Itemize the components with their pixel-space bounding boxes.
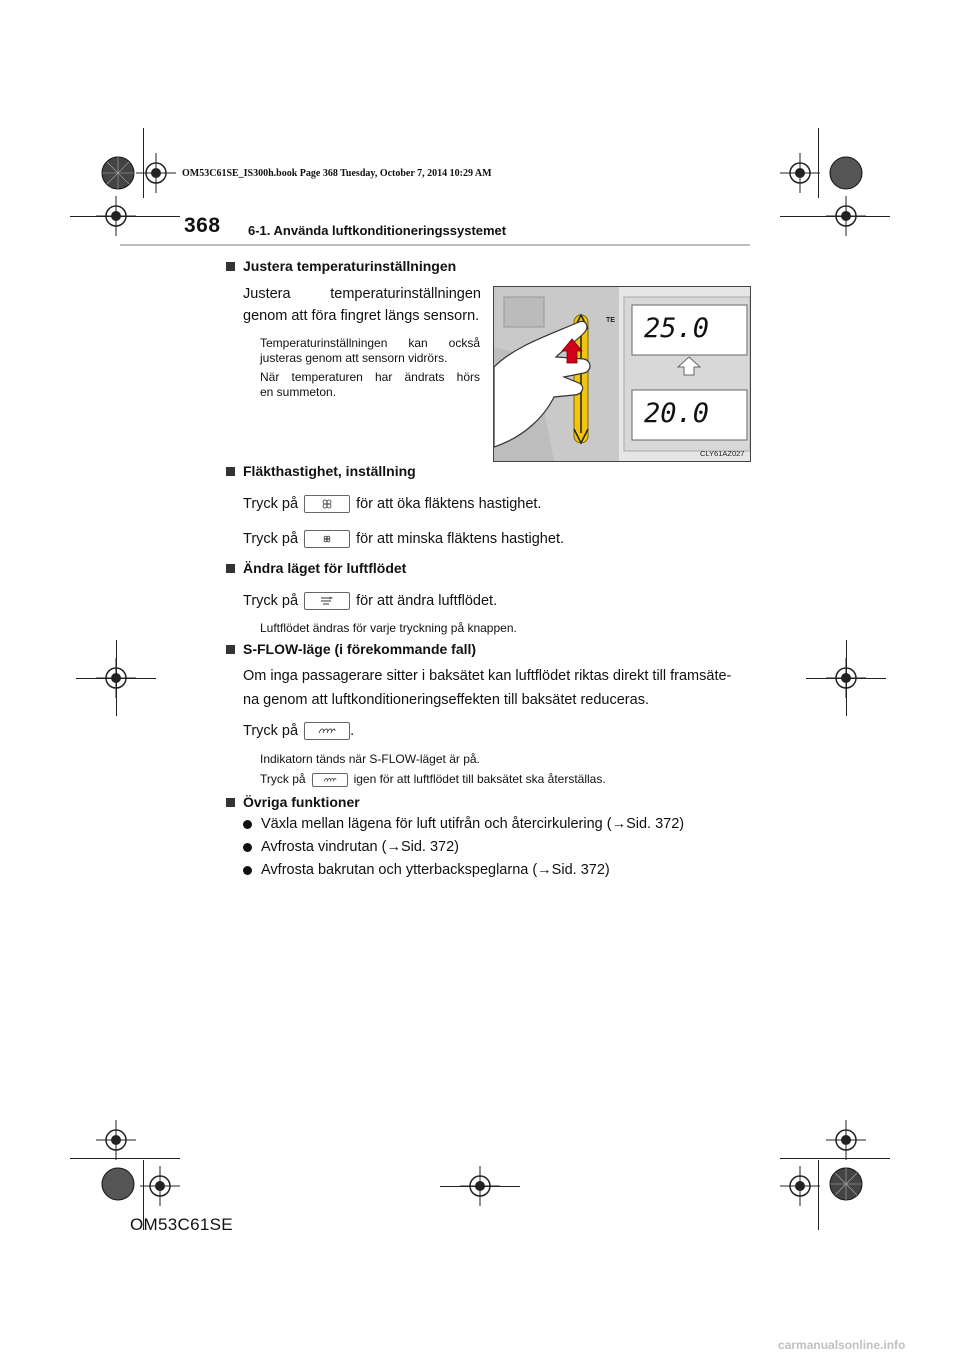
section-square-icon — [226, 564, 235, 573]
section-square-icon — [226, 262, 235, 271]
airflow-heading: Ändra läget för luftflödet — [226, 560, 406, 576]
crop-line — [76, 678, 156, 679]
manual-code: OM53C61SE — [130, 1215, 233, 1234]
airflow-mode-icon — [319, 596, 335, 606]
figure-code: CLY61AZ027 — [700, 449, 745, 458]
crosshair-icon — [96, 1120, 136, 1160]
section-title: 6-1. Använda luftkonditioneringssystemet — [248, 223, 507, 238]
temperature-body: Justera temperaturinställningen genom att föra fingret längs sensorn. — [243, 286, 481, 324]
registration-mark-icon — [100, 1166, 136, 1202]
registration-mark-icon — [828, 155, 864, 191]
airflow-mode-button-image — [304, 592, 350, 610]
fan-high-icon — [321, 499, 333, 509]
bullet-icon — [243, 866, 252, 875]
fan-increase-line: Tryck på för att öka fläktens hastighet. — [243, 496, 542, 512]
temperature-sensor-illustration — [493, 286, 751, 462]
temperature-note-1: Temperaturinställningen kan också justeras genom att sensorn vidrörs. — [260, 336, 480, 365]
panel-label: TE — [606, 317, 615, 324]
fan-low-button-image — [304, 530, 350, 548]
registration-mark-icon — [100, 155, 136, 191]
display-top-value: 25.0 — [644, 313, 710, 344]
s-flow-icon — [318, 727, 336, 735]
header-divider — [120, 244, 750, 246]
section-square-icon — [226, 467, 235, 476]
s-flow-button-image-small — [312, 773, 348, 787]
page-number: 368 — [184, 214, 221, 237]
airflow-note: Luftflödet ändras för varje tryckning på knappen. — [260, 621, 517, 635]
crosshair-icon — [136, 153, 176, 193]
crosshair-icon — [780, 1166, 820, 1206]
section-square-icon — [226, 645, 235, 654]
sflow-note-1: Indikatorn tänds när S-FLOW-läget är på. — [260, 752, 480, 766]
s-flow-icon — [323, 777, 337, 783]
bullet-icon — [243, 843, 252, 852]
fan-heading: Fläkthastighet, inställning — [226, 463, 416, 479]
s-flow-button-image — [304, 722, 350, 740]
airflow-change-line: Tryck på för att ändra luftflödet. — [243, 593, 498, 609]
sflow-body: Om inga passagerare sitter i baksätet kan luftflödet riktas direkt till framsäte- na genom att luftkonditioneringseffekten till baksätet reduceras. — [243, 668, 732, 708]
display-bottom-value: 20.0 — [644, 398, 710, 429]
list-item: Växla mellan lägena för luft utifrån och återcirkulering (→Sid. 372) — [243, 816, 684, 832]
book-info-line: OM53C61SE_IS300h.book Page 368 Tuesday, October 7, 2014 10:29 AM — [182, 168, 492, 179]
crosshair-icon — [140, 1166, 180, 1206]
list-item: Avfrosta bakrutan och ytterbackspeglarna (→Sid. 372) — [243, 862, 610, 878]
temperature-heading: Justera temperaturinställningen — [226, 258, 456, 274]
section-square-icon — [226, 798, 235, 807]
other-heading: Övriga funktioner — [226, 794, 360, 810]
fan-decrease-line: Tryck på för att minska fläktens hastighet. — [243, 531, 564, 547]
sflow-heading: S-FLOW-läge (i förekommande fall) — [226, 641, 476, 657]
crosshair-icon — [96, 196, 136, 236]
temperature-note-2: När temperaturen har ändrats hörs en summeton. — [260, 370, 480, 399]
bullet-icon — [243, 820, 252, 829]
crop-line — [440, 1186, 520, 1187]
registration-mark-icon — [828, 1166, 864, 1202]
crop-line — [806, 678, 886, 679]
crosshair-icon — [780, 153, 820, 193]
fan-high-button-image — [304, 495, 350, 513]
list-item: Avfrosta vindrutan (→Sid. 372) — [243, 839, 459, 855]
crosshair-icon — [826, 196, 866, 236]
sflow-note-2: Tryck på igen för att luftflödet till baksätet ska återställas. — [260, 772, 606, 786]
sflow-press-line: Tryck på . — [243, 723, 355, 739]
crosshair-icon — [826, 1120, 866, 1160]
fan-low-icon — [323, 535, 331, 543]
watermark: carmanualsonline.info — [778, 1338, 906, 1352]
illustration-drawing — [494, 287, 750, 461]
